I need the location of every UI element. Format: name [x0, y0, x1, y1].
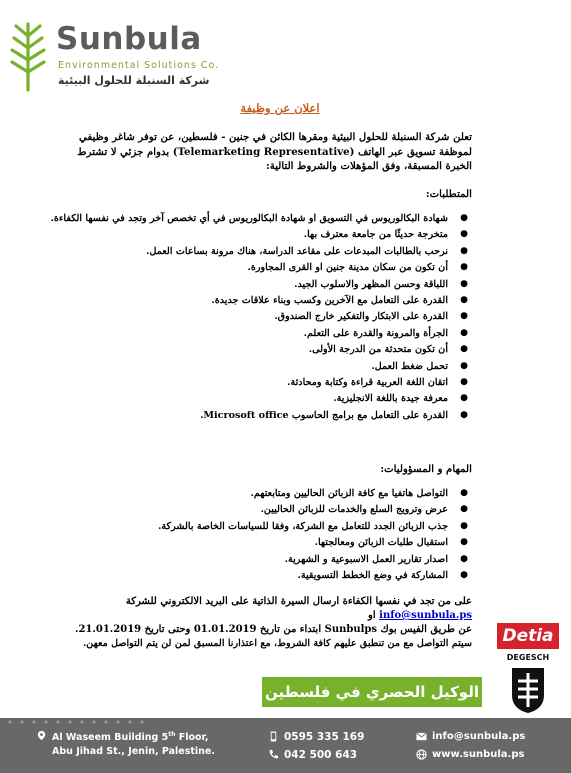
bullet-icon: ● [460, 488, 468, 498]
list-item: ● شهادة البكالوريوس في التسويق او شهادة البكالوريوس في أي تخصص آخر وتجد في نفسها الكفاءة. [50, 213, 468, 224]
apply-instructions [62, 595, 472, 637]
globe-icon [416, 749, 427, 760]
exclusive-agent-banner: الوكيل الحصري في فلسطين [262, 677, 482, 707]
page-title: اعلان عن وظيفة [240, 101, 320, 115]
list-item: ● تحمل ضغط العمل. [371, 360, 468, 372]
intro-paragraph: تعلن شركة السنبلة للحلول البيئية ومقرها الكائن في جنين - فلسطين، عن توفر شاغر وظيفي لموظفة تسويق عبر الهاتف (Telemarketing Representative) بدوام جزئي لا تشترط الخبرة المسبقة، وفق المؤهلات والشروط التالية: [77, 131, 472, 172]
bullet-icon: ● [460, 213, 468, 223]
bullet-icon: ● [460, 262, 468, 273]
brand-name: Sunbula [56, 21, 202, 57]
list-item: ● أن تكون من سكان مدينة جنين او القرى المجاورة. [247, 262, 468, 274]
phone-mobile[interactable]: 0595 335 169 [284, 731, 365, 743]
detia-logo [497, 623, 559, 723]
degesch-emblem-icon [509, 665, 547, 715]
bullet-icon: ● [460, 376, 468, 387]
requirements-heading: المتطلبات: [425, 188, 472, 200]
apply-line-1: على من تجد في نفسها الكفاءة ارسال السيرة الذاتية على البريد الالكتروني للشركة info@sunbula.ps او [125, 596, 472, 621]
brand-subtitle: Environmental Solutions Co. [58, 60, 220, 71]
bullet-icon: ● [460, 393, 468, 404]
list-item: ● متخرجة حديثًا من جامعة معترف بها. [303, 229, 468, 241]
footer-email-link[interactable]: info@sunbula.ps [432, 731, 526, 742]
list-item: ● نرحب بالطالبات المبدعات على مقاعد الدراسة، هناك مرونة بساعات العمل. [146, 245, 468, 257]
bullet-icon: ● [460, 294, 468, 305]
requirements-list [50, 212, 472, 425]
phone-icon [268, 749, 279, 760]
online-contacts [432, 728, 525, 764]
apply-email-link[interactable]: info@sunbula.ps [379, 610, 472, 621]
apply-line-2: عن طريق الفيس بوك Sunbulps ابتداء من تاريخ 01.01.2019 وحتى تاريخ 21.01.2019. [75, 624, 472, 635]
bullet-icon: ● [460, 344, 468, 355]
email-icon [416, 731, 427, 742]
footer-dots-decoration [0, 718, 571, 726]
list-item: ● التواصل هاتفيا مع كافة الزبائن الحاليين ومتابعتهم. [250, 488, 468, 499]
list-item: ● جذب الزبائن الجدد للتعامل مع الشركة، وفقا للسياسات الخاصة بالشركة. [158, 520, 468, 532]
bullet-icon: ● [460, 327, 468, 338]
list-item: ● اصدار تقارير العمل الاسبوعية و الشهرية. [284, 553, 468, 565]
bullet-icon: ● [460, 229, 468, 240]
bullet-icon: ● [460, 409, 468, 420]
bullet-icon: ● [460, 569, 468, 580]
list-item: ● أن تكون متحدثة من الدرجة الأولى. [308, 344, 468, 356]
bullet-icon: ● [460, 245, 468, 256]
company-logo [6, 18, 220, 98]
bullet-icon: ● [460, 553, 468, 564]
list-item: ● القدرة على التعامل مع برامج الحاسوب Microsoft office. [200, 409, 468, 421]
list-item: ● المشاركة في وضع الخطط التسويقية. [297, 569, 468, 581]
mobile-phone-icon [268, 731, 279, 742]
bullet-icon: ● [460, 360, 468, 371]
bullet-icon: ● [460, 520, 468, 531]
phone-numbers [284, 728, 364, 764]
location-icon [36, 730, 47, 741]
responsibilities-heading: المهام و المسؤوليات: [380, 463, 472, 475]
detia-brand: Detia [497, 623, 559, 649]
list-item: ● عرض وترويج السلع والخدمات للزبائن الحاليين. [260, 504, 468, 516]
list-item: ● القدرة على الابتكار والتفكير خارج الصندوق. [274, 311, 468, 323]
list-item: ● اللباقة وحسن المظهر والاسلوب الجيد. [294, 278, 468, 290]
list-item: ● الجرأة والمرونة والقدرة على التعلم. [303, 327, 468, 339]
list-item: ● القدرة على التعامل مع الآخرين وكسب وبناء علاقات جديدة. [211, 294, 468, 306]
list-item: ● معرفة جيدة باللغة الانجليزية. [333, 393, 468, 405]
bullet-icon: ● [460, 537, 468, 548]
brand-arabic: شركة السنبلة للحلول البيئية [58, 74, 210, 87]
bullet-icon: ● [460, 278, 468, 289]
footer-website-link[interactable]: www.sunbula.ps [432, 749, 525, 760]
phone-landline[interactable]: 042 500 643 [284, 749, 358, 761]
contact-note: سيتم التواصل مع من تنطبق عليهم كافة الشروط، مع اعتذارنا المسبق لمن لن يتم التواصل معهن. [82, 638, 472, 649]
wheat-icon [6, 18, 50, 94]
bullet-icon: ● [460, 311, 468, 322]
footer [0, 718, 571, 773]
list-item: ● اتقان اللغة العربية قراءة وكتابة ومحادثة. [287, 376, 468, 388]
list-item: ● استقبال طلبات الزبائن ومعالجتها. [314, 537, 468, 549]
degesch-label: DEGESCH [506, 653, 550, 662]
address: Al Waseem Building 5th Floor, Abu Jihad St., Jenin, Palestine. [52, 731, 215, 758]
bullet-icon: ● [460, 504, 468, 515]
responsibilities-list [62, 487, 472, 585]
